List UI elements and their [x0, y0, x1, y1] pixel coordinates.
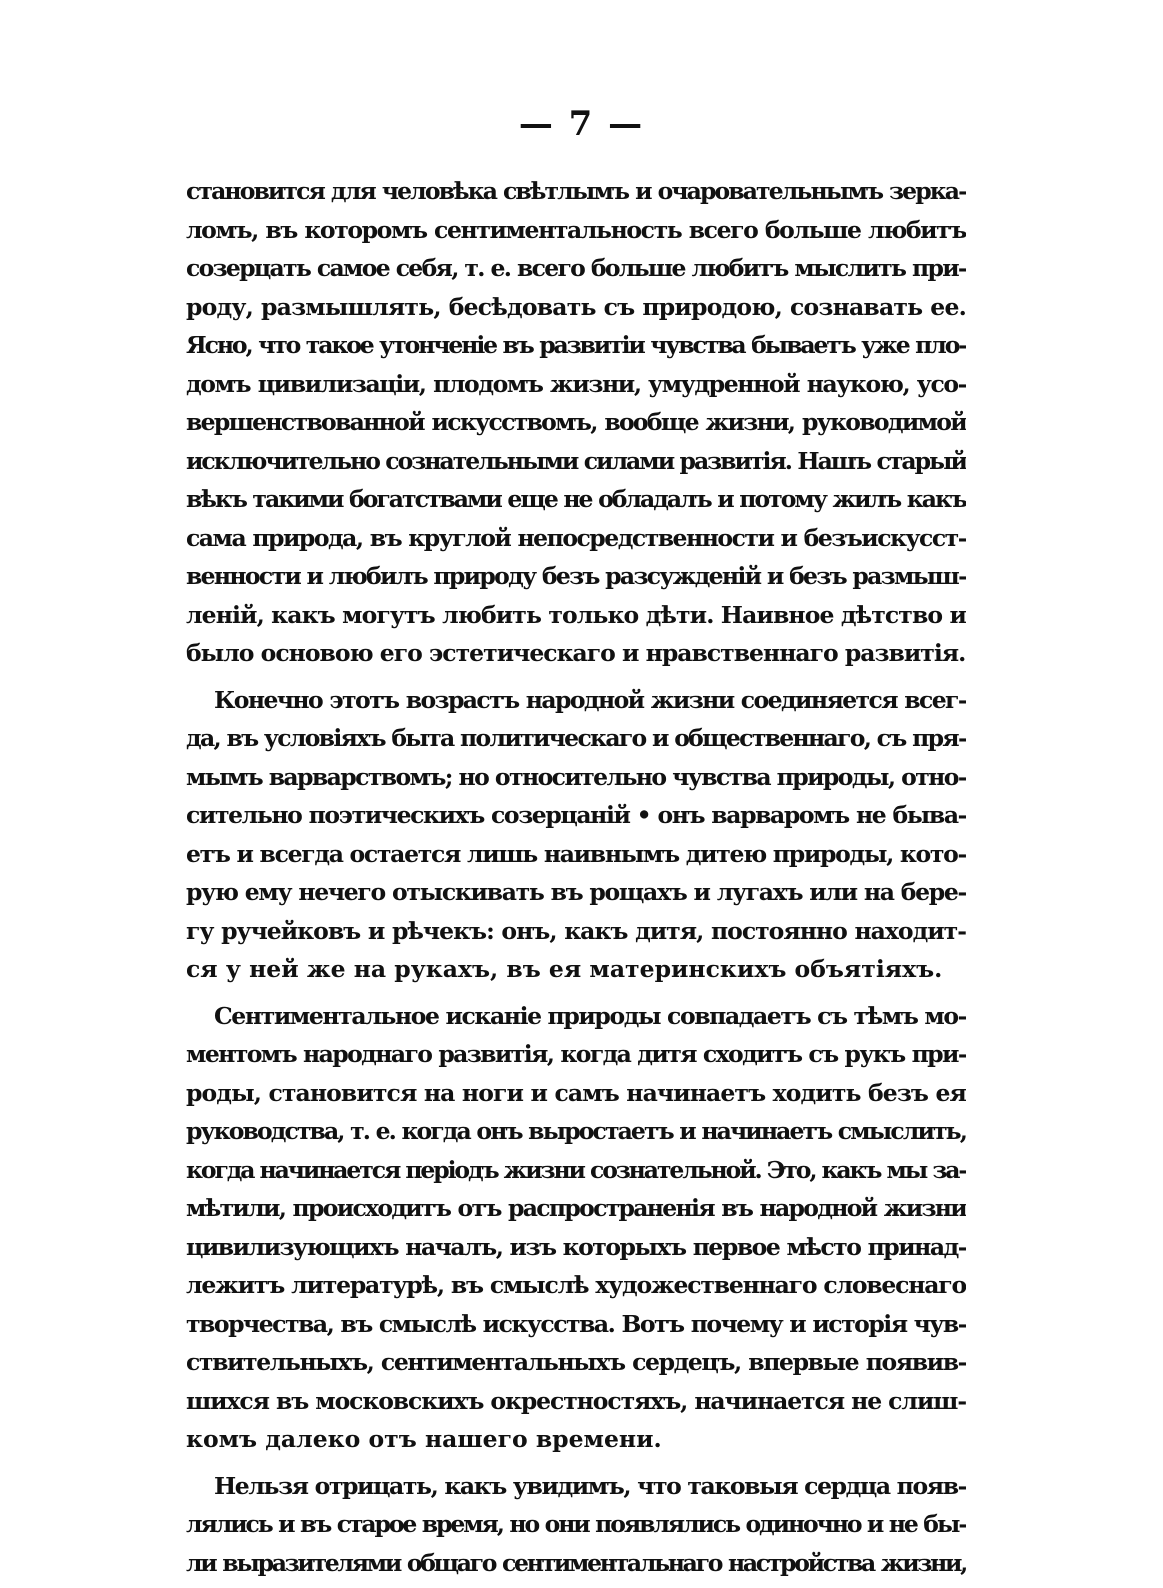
text-line: ли выразителями общаго сентиментальнаго настройства жизни, — [186, 1548, 966, 1577]
text-line: творчества, въ смыслѣ искусства. Вотъ почему и исторія чув- — [186, 1309, 966, 1338]
text-line: ся у ней же на рукахъ, въ ея материнскихъ объятіяхъ. — [186, 955, 943, 983]
text-line: гу ручейковъ и рѣчекъ: онъ, какъ дитя, постоянно находит- — [186, 916, 966, 945]
body-text — [186, 172, 966, 1582]
paragraph — [186, 172, 966, 673]
text-line: венности и любилъ природу безъ разсужденій и безъ размыш- — [186, 562, 966, 590]
text-line: шихся въ московскихъ окрестностяхъ, начинается не слиш- — [186, 1386, 966, 1415]
paragraph — [186, 1467, 966, 1583]
text-line: созерцать самое себя, т. е. всего больше любитъ мыслить при- — [186, 254, 966, 282]
text-line: вѣкъ такими богатствами еще не обладалъ и потому жилъ какъ — [186, 485, 966, 513]
text-line: етъ и всегда остается лишь наивнымъ дитею природы, кото- — [186, 839, 966, 868]
text-line: леній, какъ могутъ любить только дѣти. Наивное дѣтство и — [186, 600, 966, 629]
text-line: руководства, т. е. когда онъ выростаетъ и начинаетъ смыслить, — [186, 1117, 966, 1145]
text-line: лялись и въ старое время, но они появлялись одиночно и не бы- — [186, 1510, 966, 1538]
text-line: лежитъ литературѣ, въ смыслѣ художественнаго словеснаго — [186, 1271, 966, 1299]
text-line: сительно поэтическихъ созерцаній • онъ варваромъ не быва- — [186, 801, 966, 829]
text-line: Конечно этотъ возрастъ народной жизни соединяется всег- — [214, 685, 966, 714]
text-line: цивилизующихъ началъ, изъ которыхъ первое мѣсто принад- — [186, 1232, 966, 1261]
text-line: когда начинается періодъ жизни сознательной. Это, какъ мы за- — [186, 1155, 966, 1184]
text-line: да, въ условіяхъ быта политическаго и общественнаго, съ пря- — [186, 724, 966, 752]
text-line: ломъ, въ которомъ сентиментальность всего больше любитъ — [186, 215, 966, 244]
page-number: — 7 — — [518, 104, 645, 144]
text-line: Нельзя отрицать, какъ увидимъ, что таковыя сердца появ- — [214, 1471, 966, 1500]
text-line: Сентиментальное исканіе природы совпадаетъ съ тѣмъ мо- — [214, 1001, 966, 1030]
text-line: сама природа, въ круглой непосредственности и безъискусст- — [186, 523, 966, 552]
text-line: мымъ варварствомъ; но относительно чувства природы, отно- — [186, 762, 966, 791]
text-line: роду, размышлять, бесѣдовать съ природою, сознавать ее. — [186, 292, 966, 321]
text-line: ствительныхъ, сентиментальныхъ сердецъ, впервые появив- — [186, 1348, 966, 1376]
text-line: ментомъ народнаго развитія, когда дитя сходитъ съ рукъ при- — [186, 1040, 966, 1068]
text-line: Ясно, что такое утонченіе въ развитіи чувства бываетъ уже пло- — [186, 331, 966, 359]
text-line: было основою его эстетическаго и нравственнаго развитія. — [186, 639, 966, 667]
paragraph — [186, 997, 966, 1459]
text-line: мѣтили, происходитъ отъ распространенія въ народной жизни — [186, 1194, 966, 1222]
text-line: домъ цивилизаціи, плодомъ жизни, умудренной наукою, усо- — [186, 369, 966, 398]
text-line: комъ далеко отъ нашего времени. — [186, 1425, 662, 1453]
text-line: становится для человѣка свѣтлымъ и очаровательнымъ зерка- — [186, 177, 966, 205]
text-line: рую ему нечего отыскивать въ рощахъ и лугахъ или на бере- — [186, 878, 966, 906]
text-line: вершенствованной искусствомъ, вообще жизни, руководимой — [186, 408, 966, 436]
paragraph — [186, 681, 966, 989]
text-line: роды, становится на ноги и самъ начинаетъ ходить безъ ея — [186, 1078, 966, 1107]
text-line: исключительно сознательными силами развитія. Нашъ старый — [186, 446, 966, 475]
